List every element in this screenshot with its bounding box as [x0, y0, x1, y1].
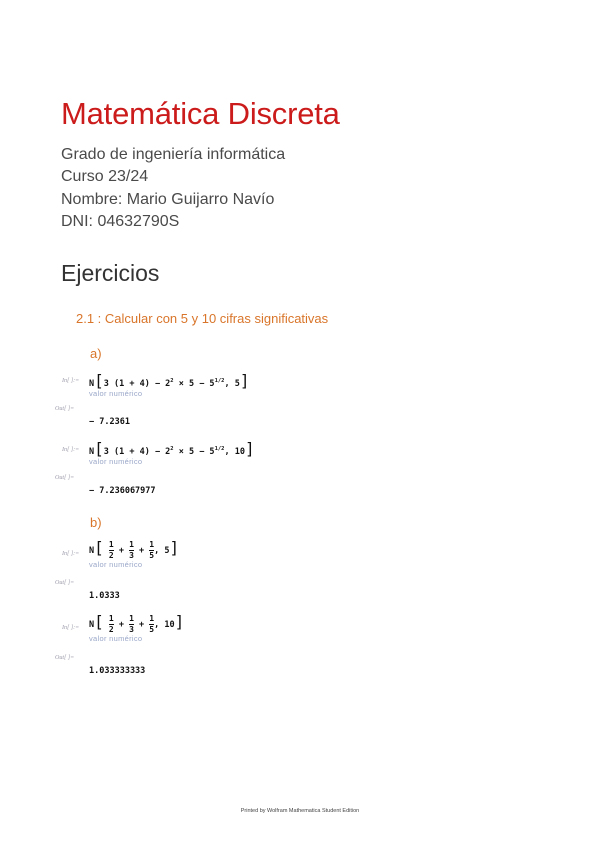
output-label: Out[ ]=	[55, 655, 75, 661]
fraction: $\frac{1}{3}$	[129, 540, 134, 560]
degree-line: Grado de ingeniería informática	[61, 146, 286, 163]
autocomplete-hint[interactable]: valor numérico	[89, 457, 143, 466]
section-heading: Ejercicios	[61, 260, 160, 286]
output-label: Out[ ]=	[55, 475, 75, 481]
input-cell-4[interactable]: N[ $\frac{1}{2}$ + $\frac{1}{3}$ + $\frac{1}{5}$ , 10]	[89, 612, 185, 634]
fraction: $\frac{1}{2}$	[108, 614, 114, 634]
input-label: In[ ]:=	[62, 378, 80, 384]
input-cell-2[interactable]: N[3 $(1 + 4) - 2^2 \times 5 - 5^{1/2}$, 10]	[89, 439, 255, 458]
autocomplete-hint[interactable]: valor numérico	[89, 560, 143, 569]
output-cell-2: − 7.236067977	[89, 486, 156, 496]
print-footer: Printed by Wolfram Mathematica Student Edition	[240, 808, 360, 814]
input-label: In[ ]:=	[62, 625, 80, 631]
input-label: In[ ]:=	[62, 447, 80, 453]
fraction: $\frac{1}{5}$	[149, 614, 155, 634]
fraction: $\frac{1}{5}$	[149, 540, 155, 560]
input-label: In[ ]:=	[62, 551, 80, 557]
name-line: Nombre: Mario Guijarro Navío	[61, 191, 275, 208]
expression: 3 (1 + 4) − 2	[103, 379, 171, 389]
course-line: Curso 23/24	[61, 168, 149, 185]
output-label: Out[ ]=	[55, 406, 75, 412]
function-head: N	[89, 447, 95, 457]
autocomplete-hint[interactable]: valor numérico	[89, 389, 143, 398]
fraction: $\frac{1}{2}$	[108, 540, 114, 560]
part-a-label: a)	[90, 346, 102, 361]
expression: 3 (1 + 4) − 2	[103, 447, 171, 457]
part-b-label: b)	[90, 515, 102, 530]
output-cell-4: 1.033333333	[89, 666, 146, 676]
fraction: $\frac{1}{3}$	[129, 614, 134, 634]
input-cell-3[interactable]: N[ $\frac{1}{2}$ + $\frac{1}{3}$ + $\frac{1}{5}$ , 5]	[89, 538, 180, 560]
notebook-title: Matemática Discreta	[61, 96, 340, 131]
function-head: N	[89, 620, 95, 630]
dni-line: DNI: 04632790S	[61, 213, 180, 230]
input-cell-1[interactable]: N[3 $(1 + 4) - 2^2 \times 5 - 5^{1/2}$, 5]	[89, 371, 250, 390]
output-label: Out[ ]=	[55, 580, 75, 586]
function-head: N	[89, 546, 95, 556]
output-cell-3: 1.0333	[89, 591, 120, 601]
output-cell-1: − 7.2361	[89, 417, 130, 427]
autocomplete-hint[interactable]: valor numérico	[89, 634, 143, 643]
subsection-heading: 2.1 : Calcular con 5 y 10 cifras significativas	[76, 311, 329, 326]
function-head: N	[89, 379, 95, 389]
